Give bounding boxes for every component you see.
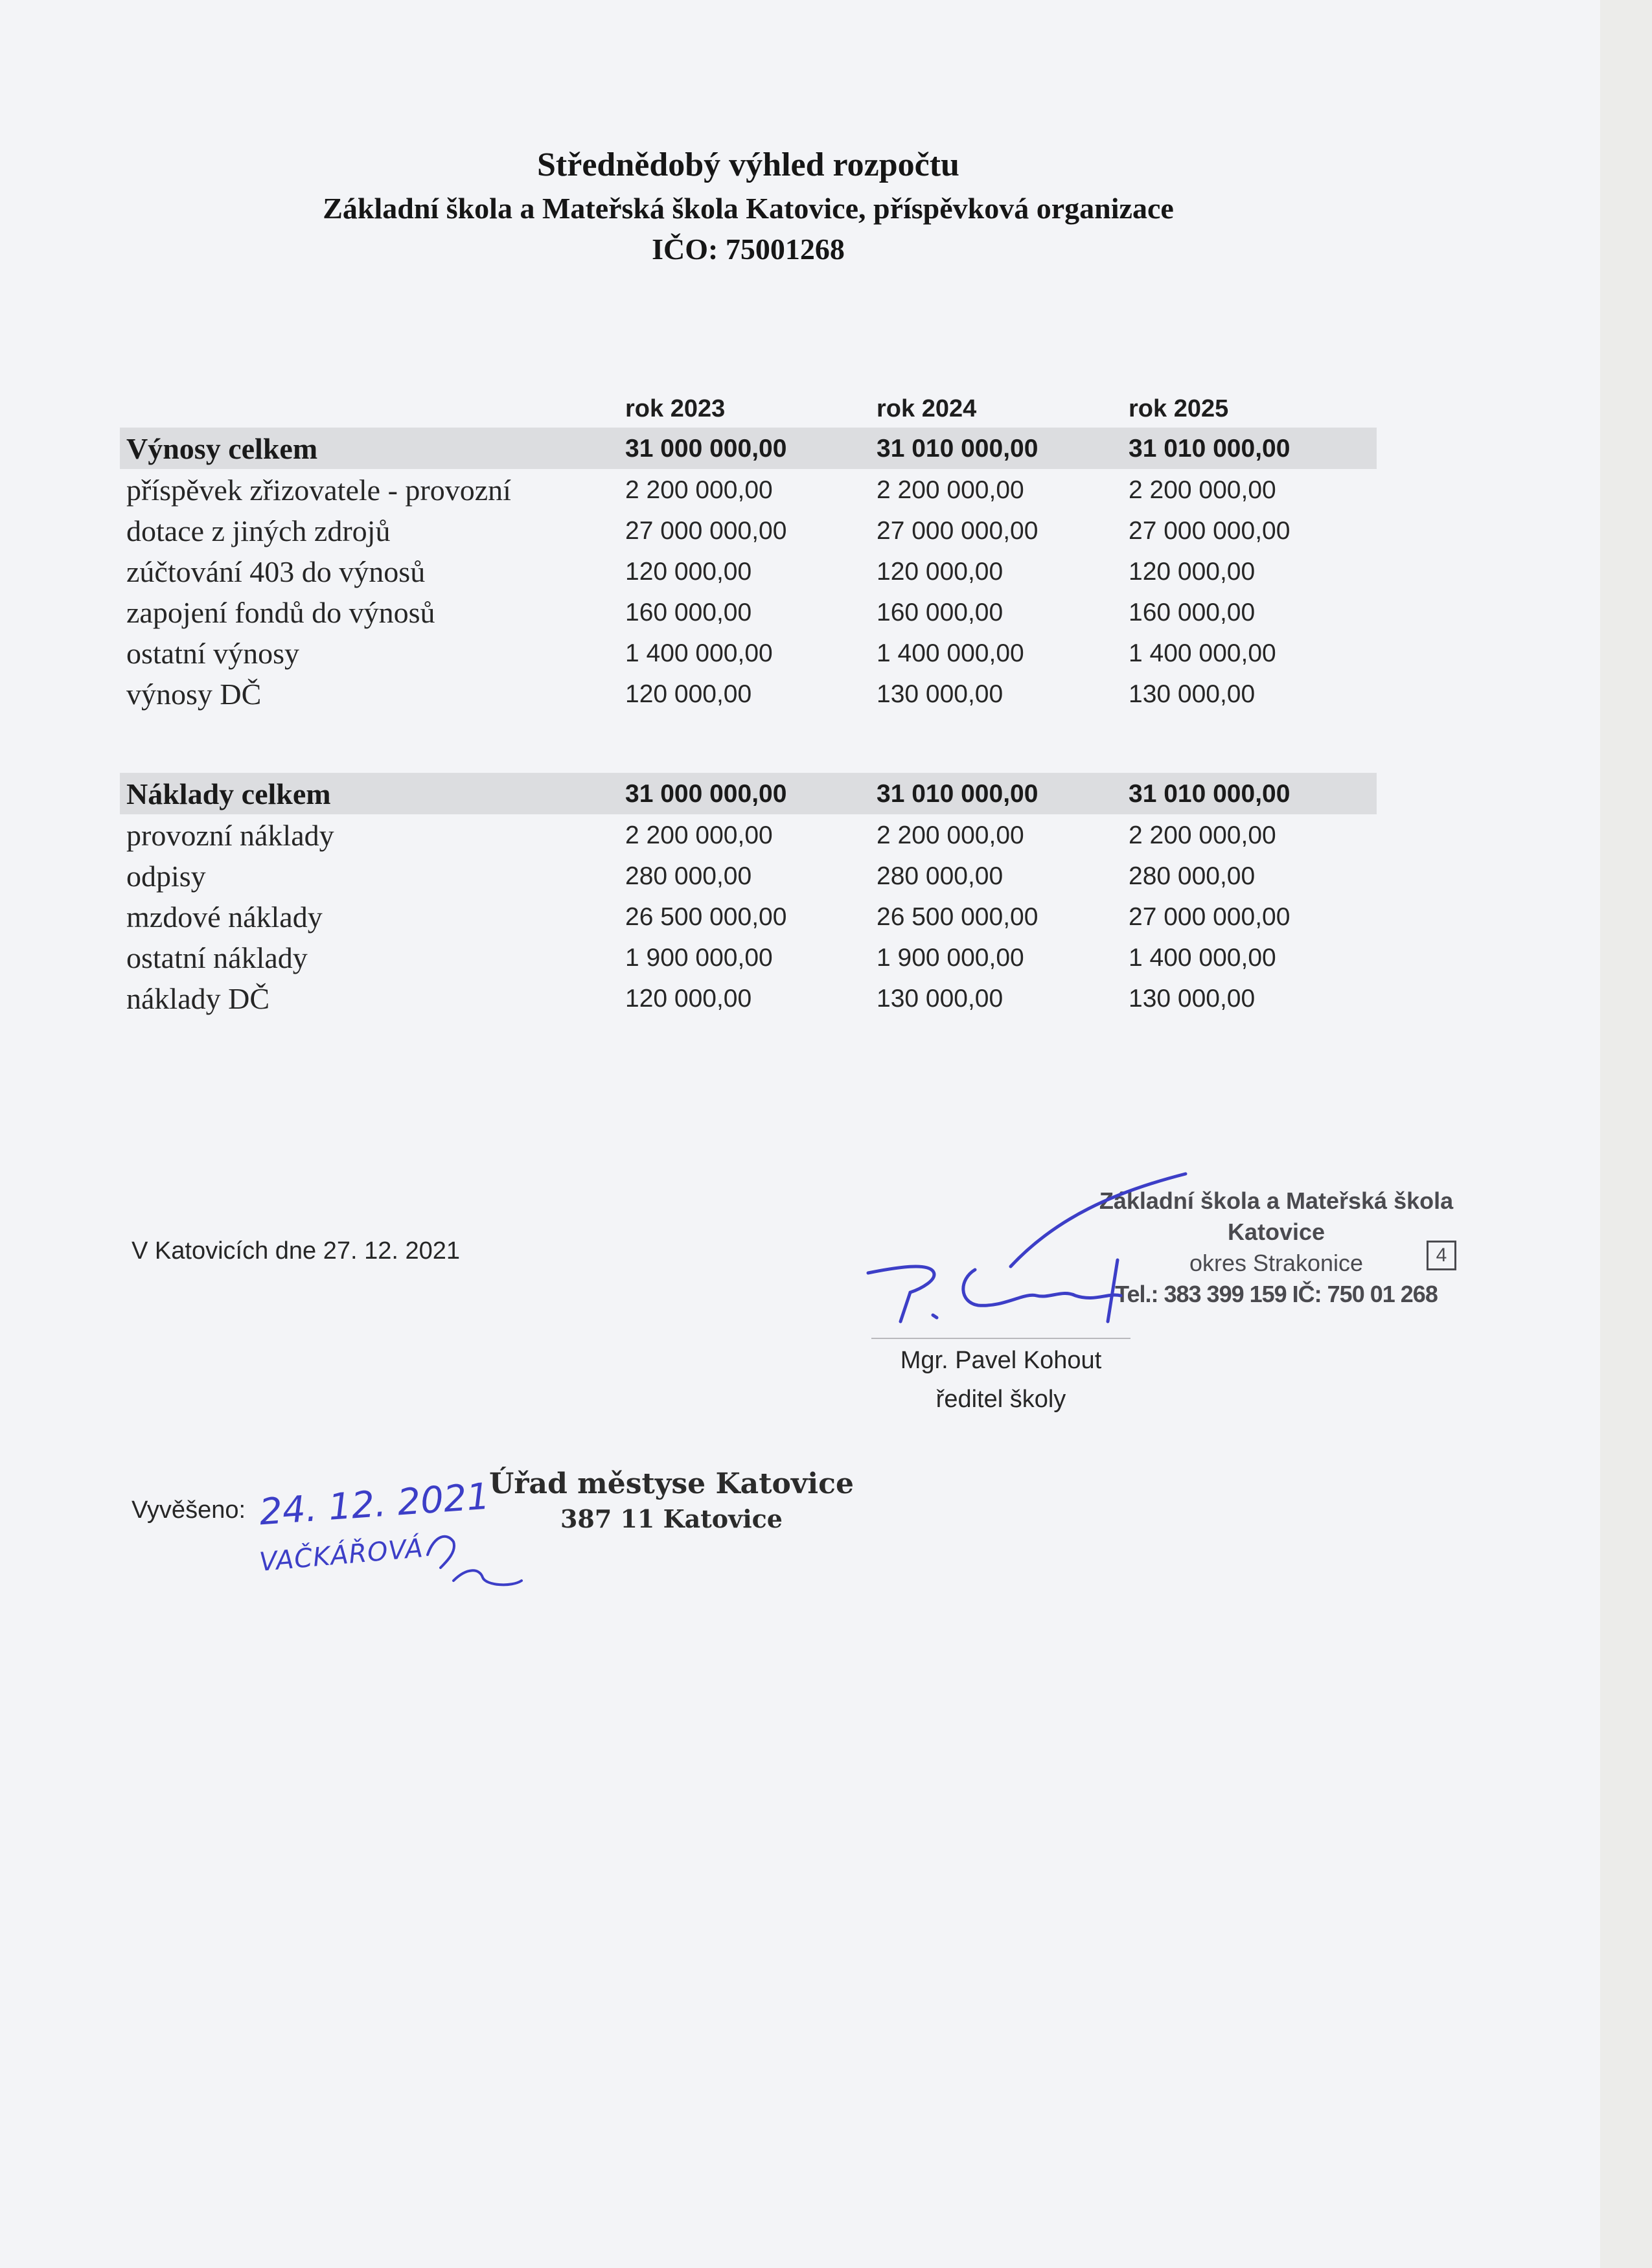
value-2025: 120 000,00 bbox=[1129, 558, 1256, 586]
value-2025: 1 400 000,00 bbox=[1129, 639, 1276, 667]
row-label: ostatní náklady bbox=[126, 941, 308, 974]
column-header-2024: rok 2024 bbox=[877, 395, 977, 422]
row-label: Náklady celkem bbox=[126, 777, 331, 810]
value-2025: 31 010 000,00 bbox=[1129, 435, 1291, 463]
school-stamp-line1: Základní škola a Mateřská škola bbox=[1099, 1187, 1454, 1214]
value-2024: 2 200 000,00 bbox=[877, 476, 1024, 504]
signatory-role: ředitel školy bbox=[935, 1386, 1066, 1413]
row-label: zapojení fondů do výnosů bbox=[126, 596, 435, 629]
value-2025: 27 000 000,00 bbox=[1129, 517, 1291, 545]
value-2024: 26 500 000,00 bbox=[877, 903, 1038, 931]
row-label: zúčtování 403 do výnosů bbox=[126, 555, 426, 588]
value-2023: 26 500 000,00 bbox=[625, 903, 787, 931]
posted-signature bbox=[428, 1537, 522, 1585]
row-label: Výnosy celkem bbox=[126, 432, 318, 465]
row-label: dotace z jiných zdrojů bbox=[126, 514, 391, 547]
row-label: náklady DČ bbox=[126, 982, 270, 1015]
signature-line bbox=[871, 1338, 1130, 1339]
row-label: ostatní výnosy bbox=[126, 637, 300, 670]
column-header-2025: rok 2025 bbox=[1129, 395, 1229, 422]
value-2023: 1 400 000,00 bbox=[625, 639, 773, 667]
value-2025: 27 000 000,00 bbox=[1129, 903, 1291, 931]
school-stamp-line4: Tel.: 383 399 159 IČ: 750 01 268 bbox=[1115, 1281, 1438, 1307]
organization-ico: IČO: 75001268 bbox=[652, 233, 845, 266]
signatory bbox=[888, 1341, 1114, 1419]
row-label: odpisy bbox=[126, 860, 206, 893]
row-label: výnosy DČ bbox=[126, 678, 262, 711]
value-2023: 1 900 000,00 bbox=[625, 944, 773, 972]
value-2025: 280 000,00 bbox=[1129, 862, 1256, 890]
value-2024: 280 000,00 bbox=[877, 862, 1004, 890]
row-label: příspěvek zřizovatele - provozní bbox=[126, 474, 511, 507]
stamp-number: 4 bbox=[1427, 1241, 1456, 1270]
value-2025: 31 010 000,00 bbox=[1129, 780, 1291, 808]
value-2023: 160 000,00 bbox=[625, 599, 752, 626]
value-2024: 27 000 000,00 bbox=[877, 517, 1038, 545]
value-2023: 280 000,00 bbox=[625, 862, 752, 890]
value-2023: 120 000,00 bbox=[625, 680, 752, 708]
posted-date: 24. 12. 2021 bbox=[258, 1475, 492, 1534]
posted-label: Vyvěšeno: bbox=[132, 1496, 246, 1524]
value-2023: 2 200 000,00 bbox=[625, 821, 773, 849]
value-2025: 130 000,00 bbox=[1129, 680, 1256, 708]
posted-by: VAČKÁŘOVÁ bbox=[258, 1533, 425, 1577]
value-2025: 2 200 000,00 bbox=[1129, 821, 1276, 849]
value-2024: 160 000,00 bbox=[877, 599, 1004, 626]
value-2023: 31 000 000,00 bbox=[625, 435, 787, 463]
director-signature bbox=[868, 1174, 1186, 1322]
value-2024: 1 900 000,00 bbox=[877, 944, 1024, 972]
value-2023: 2 200 000,00 bbox=[625, 476, 773, 504]
value-2023: 31 000 000,00 bbox=[625, 780, 787, 808]
value-2024: 120 000,00 bbox=[877, 558, 1004, 586]
value-2023: 120 000,00 bbox=[625, 558, 752, 586]
row-label: provozní náklady bbox=[126, 819, 334, 852]
value-2024: 31 010 000,00 bbox=[877, 435, 1038, 463]
column-header-2023: rok 2023 bbox=[625, 395, 726, 422]
value-2025: 130 000,00 bbox=[1129, 985, 1256, 1013]
office-stamp-line2: 387 11 Katovice bbox=[560, 1504, 783, 1533]
value-2024: 130 000,00 bbox=[877, 680, 1004, 708]
value-2023: 27 000 000,00 bbox=[625, 517, 787, 545]
school-stamp-line2: Katovice bbox=[1227, 1219, 1325, 1245]
value-2025: 160 000,00 bbox=[1129, 599, 1256, 626]
value-2023: 120 000,00 bbox=[625, 985, 752, 1013]
value-2024: 1 400 000,00 bbox=[877, 639, 1024, 667]
document-title: Střednědobý výhled rozpočtu bbox=[537, 146, 959, 183]
office-stamp-line1: Úřad městyse Katovice bbox=[489, 1467, 854, 1500]
school-stamp-line3: okres Strakonice bbox=[1189, 1250, 1364, 1276]
place-and-date: V Katovicích dne 27. 12. 2021 bbox=[132, 1237, 461, 1265]
value-2025: 2 200 000,00 bbox=[1129, 476, 1276, 504]
value-2024: 2 200 000,00 bbox=[877, 821, 1024, 849]
signatory-name: Mgr. Pavel Kohout bbox=[900, 1347, 1102, 1374]
row-label: mzdové náklady bbox=[126, 900, 323, 934]
value-2024: 31 010 000,00 bbox=[877, 780, 1038, 808]
office-stamp bbox=[489, 1467, 854, 1533]
value-2024: 130 000,00 bbox=[877, 985, 1004, 1013]
value-2025: 1 400 000,00 bbox=[1129, 944, 1276, 972]
organization-name: Základní škola a Mateřská škola Katovice, příspěvková organizace bbox=[323, 192, 1174, 225]
